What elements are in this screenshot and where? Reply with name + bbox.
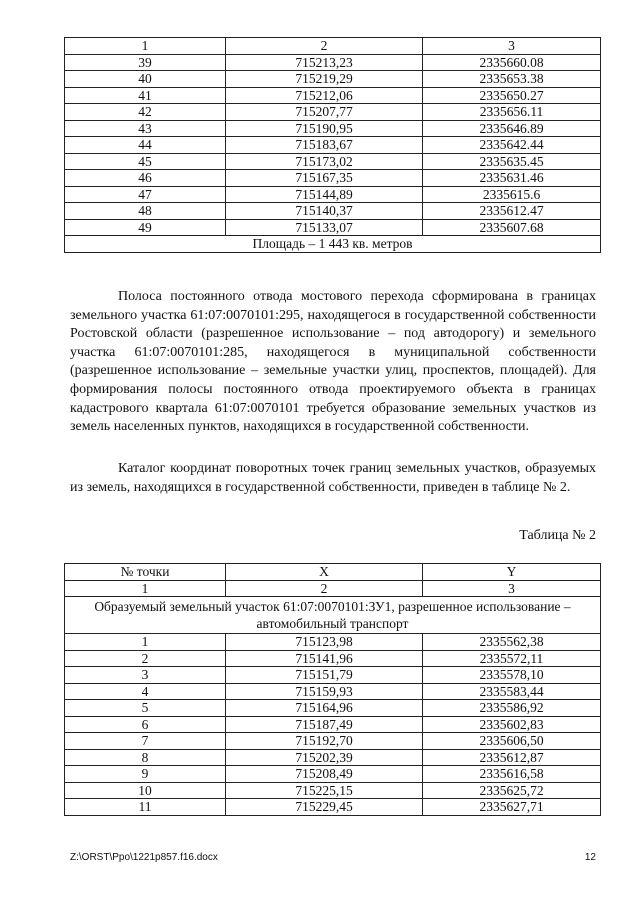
point-number-cell: 10 — [65, 782, 226, 799]
y-coordinate-cell: 2335616,58 — [423, 766, 601, 783]
point-number-cell: 39 — [65, 54, 226, 71]
y-coordinate-cell: 2335615.6 — [423, 186, 601, 203]
group-title-row — [65, 597, 601, 634]
table-row — [65, 104, 601, 121]
column-number-cell: 2 — [226, 580, 423, 597]
table-row — [65, 782, 601, 799]
point-number-cell: 1 — [65, 634, 226, 651]
x-coordinate-cell: 715207,77 — [226, 104, 423, 121]
column-numbers-row — [65, 580, 601, 597]
y-coordinate-cell: 2335562,38 — [423, 634, 601, 651]
table-row — [65, 766, 601, 783]
x-coordinate-cell: 715173,02 — [226, 153, 423, 170]
footer-file-path: Z:\ORST\Ppo\1221p857.f16.docx — [70, 852, 218, 863]
x-coordinate-cell: 715212,06 — [226, 87, 423, 104]
table-row — [65, 667, 601, 684]
y-coordinate-cell: 2335607.68 — [423, 219, 601, 236]
point-number-cell: 5 — [65, 700, 226, 717]
table-row — [65, 650, 601, 667]
y-coordinate-cell: 2335602,83 — [423, 716, 601, 733]
point-number-cell: 40 — [65, 71, 226, 88]
y-coordinate-cell: 2335586,92 — [423, 700, 601, 717]
table-row — [65, 186, 601, 203]
point-number-cell: 43 — [65, 120, 226, 137]
x-coordinate-cell: 715183,67 — [226, 137, 423, 154]
point-number-cell: 49 — [65, 219, 226, 236]
point-number-cell: 8 — [65, 749, 226, 766]
table-row — [65, 120, 601, 137]
table-row — [65, 153, 601, 170]
point-number-cell: 47 — [65, 186, 226, 203]
page-number: 12 — [584, 852, 596, 863]
point-number-cell: 42 — [65, 104, 226, 121]
y-coordinate-cell: 2335656.11 — [423, 104, 601, 121]
table-row — [65, 683, 601, 700]
y-coordinate-cell: 2335572,11 — [423, 650, 601, 667]
x-coordinate-cell: 715208,49 — [226, 766, 423, 783]
area-cell: Площадь – 1 443 кв. метров — [65, 236, 601, 253]
table-header-row — [65, 38, 601, 55]
x-coordinate-cell: 715167,35 — [226, 170, 423, 187]
point-number-cell: 4 — [65, 683, 226, 700]
point-number-cell: 9 — [65, 766, 226, 783]
table-row — [65, 700, 601, 717]
table-row — [65, 716, 601, 733]
x-coordinate-cell: 715133,07 — [226, 219, 423, 236]
table-row — [65, 219, 601, 236]
x-coordinate-cell: 715144,89 — [226, 186, 423, 203]
table-row — [65, 799, 601, 816]
table-row — [65, 137, 601, 154]
x-coordinate-cell: 715187,49 — [226, 716, 423, 733]
y-coordinate-cell: 2335578,10 — [423, 667, 601, 684]
table-row — [65, 634, 601, 651]
point-number-cell: 44 — [65, 137, 226, 154]
x-coordinate-cell: 715140,37 — [226, 203, 423, 220]
paragraph-land-plots: Полоса постоянного отвода мостового перехода сформирована в границах земельного участка 61:07:0070101:295, находящегося в государственной собственности Ростовской области (разрешенное использование – под автодорогу) и земельного участка 61:07:0070101:285, находящегося в муниципальной собственности (разрешенное использование – земельные участки улиц, проспектов, площадей). Для формирования полосы постоянного отвода проектируемого объекта в границах кадастрового квартала 61:07:0070101 требуется образование земельных участков из земель населенных пунктов, находящихся в государственной собственности. — [70, 289, 596, 435]
x-coordinate-cell: 715202,39 — [226, 749, 423, 766]
x-coordinate-cell: 715192,70 — [226, 733, 423, 750]
x-coordinate-cell: 715229,45 — [226, 799, 423, 816]
land-plot-title: Образуемый земельный участок 61:07:0070101:ЗУ1, разрешенное использование – автомобильный транспорт — [65, 597, 601, 634]
point-number-cell: 11 — [65, 799, 226, 816]
x-coordinate-cell: 715141,96 — [226, 650, 423, 667]
column-number-cell: 3 — [423, 580, 601, 597]
point-number-cell: 3 — [65, 667, 226, 684]
y-coordinate-cell: 2335606,50 — [423, 733, 601, 750]
area-row — [65, 236, 601, 253]
coordinates-table-2 — [64, 563, 601, 816]
table-row — [65, 87, 601, 104]
y-coordinate-cell: 2335660.08 — [423, 54, 601, 71]
table-row — [65, 733, 601, 750]
x-coordinate-cell: 715190,95 — [226, 120, 423, 137]
point-number-cell: 48 — [65, 203, 226, 220]
table-row — [65, 203, 601, 220]
column-number-cell: 1 — [65, 38, 226, 55]
header-x: X — [226, 564, 423, 581]
table-row — [65, 54, 601, 71]
y-coordinate-cell: 2335653.38 — [423, 71, 601, 88]
y-coordinate-cell: 2335631.46 — [423, 170, 601, 187]
y-coordinate-cell: 2335642.44 — [423, 137, 601, 154]
column-number-cell: 3 — [423, 38, 601, 55]
x-coordinate-cell: 715159,93 — [226, 683, 423, 700]
x-coordinate-cell: 715123,98 — [226, 634, 423, 651]
header-y: Y — [423, 564, 601, 581]
table-row — [65, 71, 601, 88]
point-number-cell: 45 — [65, 153, 226, 170]
column-number-cell: 2 — [226, 38, 423, 55]
x-coordinate-cell: 715219,29 — [226, 71, 423, 88]
point-number-cell: 46 — [65, 170, 226, 187]
y-coordinate-cell: 2335583,44 — [423, 683, 601, 700]
point-number-cell: 6 — [65, 716, 226, 733]
point-number-cell: 2 — [65, 650, 226, 667]
x-coordinate-cell: 715225,15 — [226, 782, 423, 799]
point-number-cell: 41 — [65, 87, 226, 104]
y-coordinate-cell: 2335612.47 — [423, 203, 601, 220]
x-coordinate-cell: 715164,96 — [226, 700, 423, 717]
column-number-cell: 1 — [65, 580, 226, 597]
table-caption: Таблица № 2 — [519, 528, 596, 543]
table-row — [65, 749, 601, 766]
y-coordinate-cell: 2335625,72 — [423, 782, 601, 799]
x-coordinate-cell: 715213,23 — [226, 54, 423, 71]
x-coordinate-cell: 715151,79 — [226, 667, 423, 684]
header-point-number: № точки — [65, 564, 226, 581]
y-coordinate-cell: 2335612,87 — [423, 749, 601, 766]
y-coordinate-cell: 2335627,71 — [423, 799, 601, 816]
table-row — [65, 170, 601, 187]
coordinates-table-continued — [64, 37, 601, 253]
y-coordinate-cell: 2335650.27 — [423, 87, 601, 104]
paragraph-catalog-reference: Каталог координат поворотных точек границ земельных участков, образуемых из земель, находящихся в государственной собственности, приведен в таблице № 2. — [70, 461, 596, 495]
table-header-row — [65, 564, 601, 581]
point-number-cell: 7 — [65, 733, 226, 750]
y-coordinate-cell: 2335635.45 — [423, 153, 601, 170]
y-coordinate-cell: 2335646.89 — [423, 120, 601, 137]
